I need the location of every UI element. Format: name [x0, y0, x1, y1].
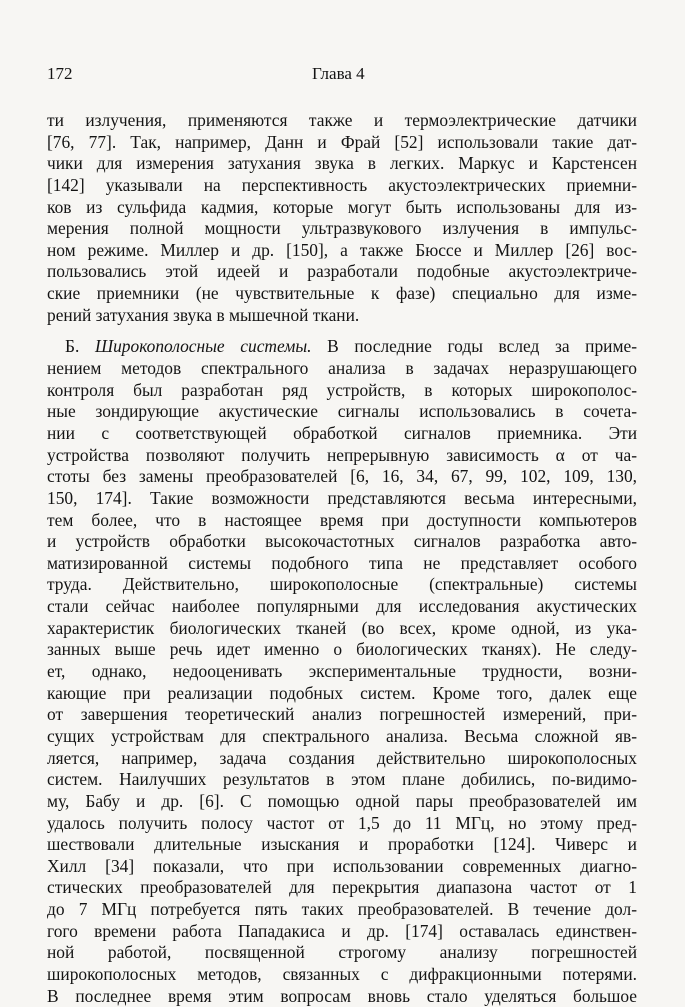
paragraph-gap	[47, 326, 637, 336]
text-line: ет, однако, недооценивать экспериментальные трудности, возни-	[47, 661, 637, 682]
body-text	[47, 110, 637, 1007]
running-header	[0, 64, 685, 88]
text-line: сущих устройствам для спектрального анализа. Весьма сложной яв-	[47, 725, 637, 746]
text-line: и устройств обработки высокочастотных сигналов разработка авто-	[47, 531, 637, 552]
paragraph-thermoelectric	[47, 110, 637, 326]
text-line: мерения полной мощности ультразвукового излучения в импульс-	[47, 218, 637, 239]
text-line: характеристик биологических тканей (во всех, кроме одной, из ука-	[47, 617, 637, 638]
text-line: ти излучения, применяются также и термоэлектрические датчики	[47, 110, 637, 130]
text-line: 150, 174]. Такие возможности представляются весьма интересными,	[47, 487, 637, 508]
text-line: гого времени работа Пападакиса и др. [174] оставалась единствен-	[47, 920, 637, 941]
text-line: му, Бабу и др. [6]. С помощью одной пары преобразователей им	[47, 790, 637, 811]
text-line: ном режиме. Миллер и др. [150], а также Бюссе и Миллер [26] вос-	[47, 239, 637, 260]
text-line: труда. Действительно, широкополосные (спектральные) системы	[47, 574, 637, 595]
chapter-title: Глава 4	[312, 64, 365, 83]
section-letter: Б.	[65, 336, 95, 357]
paragraph-broadband	[47, 336, 637, 1007]
text-line: ков из сульфида кадмия, которые могут быть использованы для из-	[47, 196, 637, 217]
text-line: контроля был разработан ряд устройств, в которых широкополос-	[47, 379, 637, 400]
text-line: тем более, что в настоящее время при доступности компьютеров	[47, 509, 637, 530]
text-line: нии с соответствующей обработкой сигналов приемника. Эти	[47, 422, 637, 443]
text-line: рений затухания звука в мышечной ткани.	[47, 304, 360, 325]
text-line: В последнее время этим вопросам вновь стало уделяться большое	[47, 985, 637, 1006]
text-line: ляется, например, задача создания действительно широкополосных	[47, 747, 637, 768]
text-line: матизированной системы подобного типа не представляет особого	[47, 552, 637, 573]
text-line: от завершения теоретический анализ погрешностей измерений, при-	[47, 704, 637, 725]
text-line: систем. Наилучших результатов в этом плане добились, по-видимо-	[47, 769, 637, 790]
text-line: занных выше речь идет именно о биологических тканях). Не следу-	[47, 639, 637, 660]
text-line: [142] указывали на перспективность акустоэлектрических приемни-	[47, 174, 637, 195]
text-line: ские приемники (не чувствительные к фазе) специально для изме-	[47, 283, 637, 304]
text-line: до 7 МГц потребуется пять таких преобразователей. В течение дол-	[47, 899, 637, 920]
text-line: пользовались этой идеей и разработали подобные акустоэлектриче-	[47, 261, 637, 282]
text-line: ные зондирующие акустические сигналы использовались в сочета-	[47, 401, 637, 422]
text-line: нением методов спектрального анализа в задачах неразрушающего	[47, 358, 637, 379]
text-line: удалось получить полосу частот от 1,5 до 11 МГц, но этому пред-	[47, 812, 637, 833]
text-line: стоты без замены преобразователей [6, 16, 34, 67, 99, 102, 109, 130,	[47, 466, 637, 487]
text-line	[47, 336, 637, 358]
text-line: стических преобразователей для перекрытия диапазона частот от 1	[47, 877, 637, 898]
text-line-rest: В последние годы вслед за приме-	[311, 336, 637, 357]
text-line: шествовали длительные изыскания и проработки [124]. Чиверс и	[47, 834, 637, 855]
text-line: ной работой, посвященной строгому анализу погрешностей	[47, 942, 637, 963]
text-line: [76, 77]. Так, например, Данн и Фрай [52] использовали такие дат-	[47, 131, 637, 152]
text-line: Хилл [34] показали, что при использовании современных диагно-	[47, 855, 637, 876]
page-number: 172	[47, 64, 73, 83]
section-subheading: Широкополосные системы.	[94, 336, 312, 357]
text-line: устройства позволяют получить непрерывную зависимость α от ча-	[47, 444, 637, 465]
text-line: стали сейчас наиболее популярными для исследования акустических	[47, 596, 637, 617]
text-line: кающие при реализации подобных систем. Кроме того, далек еще	[47, 682, 637, 703]
text-line: чики для измерения затухания звука в легких. Маркус и Карстенсен	[47, 153, 637, 174]
text-line: широкополосных методов, связанных с дифракционными потерями.	[47, 963, 637, 984]
